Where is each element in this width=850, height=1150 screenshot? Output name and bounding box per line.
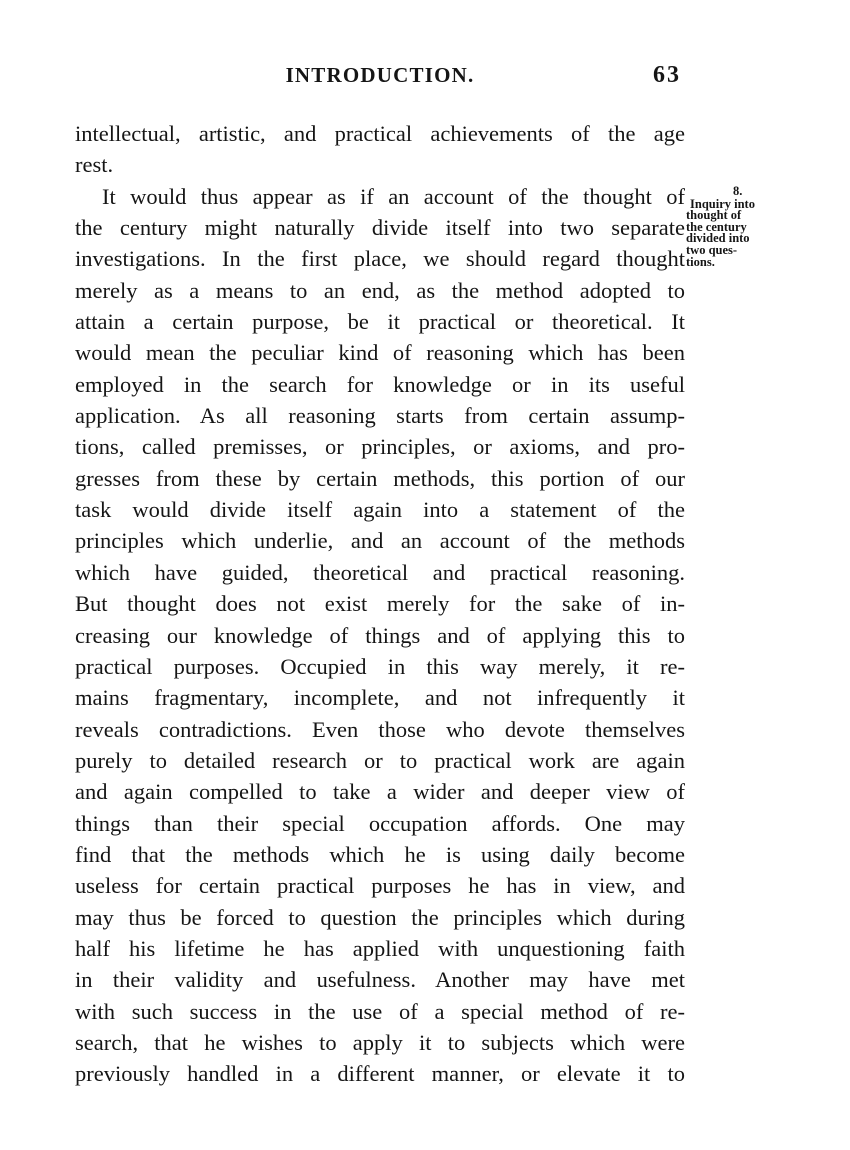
text-line: previously handled in a different manner, or elevate it to (75, 1061, 685, 1087)
marginal-note-line: divided into (686, 231, 750, 246)
text-line: task would divide itself again into a statement of the (75, 497, 685, 523)
marginal-note-number: 8. (733, 184, 743, 198)
marginal-note-line: thought of (686, 208, 742, 223)
text-line: find that the methods which he is using daily become (75, 841, 685, 867)
text-line: investigations. In the first place, we should regard thought (75, 246, 685, 272)
text-line: reveals contradictions. Even those who devote themselves (75, 716, 685, 742)
marginal-note-line: two ques- (686, 242, 738, 257)
text-line: merely as a means to an end, as the method adopted to (75, 277, 685, 303)
text-line: useless for certain practical purposes he has in view, and (75, 873, 685, 899)
text-line: in their validity and usefulness. Another may have met (75, 967, 685, 993)
text-line: But thought does not exist merely for the sake of in- (75, 591, 685, 617)
text-line: principles which underlie, and an account of the methods (75, 528, 685, 554)
text-line: purely to detailed research or to practical work are again (75, 747, 685, 773)
text-line: practical purposes. Occupied in this way merely, it re- (75, 653, 685, 679)
text-line: tions, called premisses, or principles, or axioms, and pro- (75, 434, 685, 460)
text-line: intellectual, artistic, and practical achievements of the age (75, 121, 685, 146)
text-line: search, that he wishes to apply it to subjects which were (75, 1029, 685, 1055)
text-line: creasing our knowledge of things and of applying this to (75, 622, 685, 648)
text-line: would mean the peculiar kind of reasoning which has been (75, 340, 685, 366)
body-text (75, 118, 685, 1090)
text-line: and again compelled to take a wider and deeper view of (75, 779, 685, 805)
marginal-note-line: tions. (686, 254, 715, 269)
text-line: with such success in the use of a special method of re- (75, 998, 685, 1024)
text-line: gresses from these by certain methods, this portion of our (75, 465, 685, 491)
marginal-note (686, 186, 786, 268)
text-line: half his lifetime he has applied with unquestioning faith (75, 935, 685, 961)
paragraph-first-line: It would thus appear as if an account of the thought of (102, 183, 685, 209)
text-line: things than their special occupation affords. One may (75, 810, 685, 836)
text-line: mains fragmentary, incomplete, and not infrequently it (75, 685, 685, 711)
page-number: 63 (653, 62, 681, 88)
marginal-note-line: the century (686, 219, 747, 234)
text-line: application. As all reasoning starts from certain assump- (75, 403, 685, 429)
marginal-note-line: Inquiry into (690, 196, 755, 211)
text-line: which have guided, theoretical and practical reasoning. (75, 559, 685, 585)
text-line: may thus be forced to question the principles which during (75, 904, 685, 930)
running-head (75, 60, 685, 90)
text-line: attain a certain purpose, be it practical or theoretical. It (75, 309, 685, 335)
text-line: rest. (75, 152, 114, 178)
text-line: employed in the search for knowledge or in its useful (75, 371, 685, 397)
running-title: INTRODUCTION. (285, 63, 475, 87)
text-line: the century might naturally divide itself into two separate (75, 215, 685, 241)
